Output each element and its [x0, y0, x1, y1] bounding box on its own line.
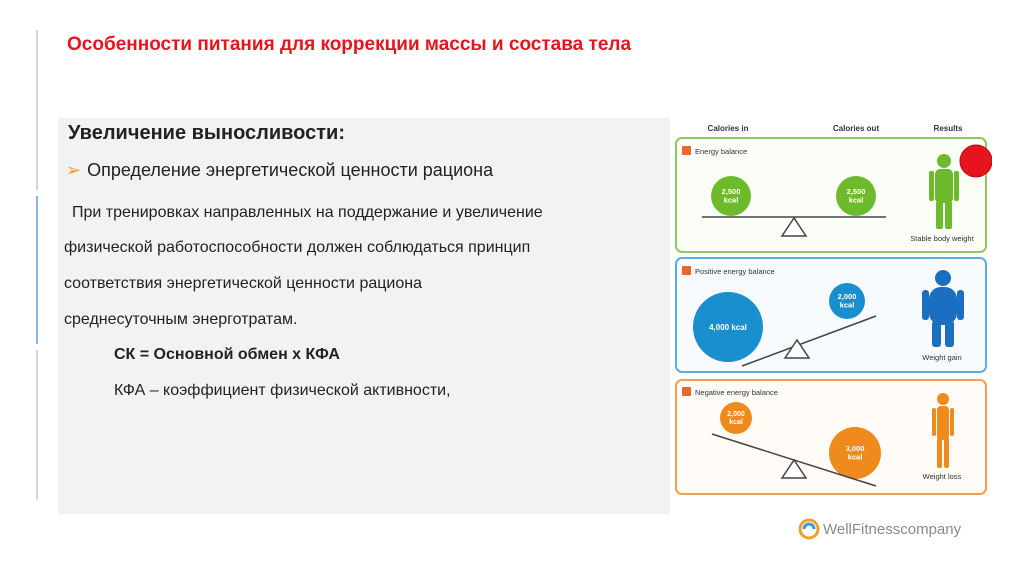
slide-title: Особенности питания для коррекции массы и состава тела	[67, 34, 632, 55]
calories-in-label: 2,000 kcal	[727, 411, 745, 427]
calories-in-label: 4,000 kcal	[709, 323, 747, 332]
section-heading: Увеличение выносливости:	[68, 122, 346, 144]
result-label: Weight loss	[922, 472, 962, 481]
brand-logo	[798, 518, 961, 540]
panel-energy-balance	[676, 138, 986, 252]
paragraph-line: соответствия энергетической ценности рациона	[64, 275, 422, 292]
calories-in-circle	[720, 402, 752, 434]
formula: СК = Основной обмен х КФА	[114, 346, 340, 363]
panel-badge-icon	[682, 387, 691, 396]
bullet-arrow-icon: ➢	[66, 160, 82, 180]
panel-title: Negative energy balance	[695, 388, 778, 397]
result-label: Stable body weight	[910, 234, 974, 243]
content-box	[58, 118, 670, 514]
header-calories-in: Calories in	[707, 124, 749, 133]
result-label: Weight gain	[922, 353, 962, 362]
panel-negative-balance	[676, 380, 986, 494]
paragraph-line: среднесуточным энерготратам.	[64, 311, 298, 328]
brand-logo-text: WellFitnesscompany	[823, 520, 962, 538]
calories-in-label: 2,500 kcal	[721, 187, 741, 205]
formula-note: КФА – коэффициент физической активности,	[114, 382, 451, 399]
header-results: Results	[933, 124, 963, 133]
panel-positive-balance	[676, 258, 986, 372]
header-calories-out: Calories out	[832, 124, 880, 133]
panel-title: Positive energy balance	[695, 267, 775, 276]
paragraph-line: физической работоспособности должен соблюдаться принцип	[64, 239, 531, 256]
panel-title: Energy balance	[695, 147, 748, 156]
bullet-item	[66, 160, 493, 181]
calories-out-label: 2,000 kcal	[837, 292, 857, 310]
panel-badge-icon	[682, 146, 691, 155]
left-rail-top	[36, 30, 38, 190]
calories-out-label: 2,500 kcal	[846, 187, 866, 205]
energy-balance-illustration	[670, 116, 992, 500]
left-rail-accent	[36, 196, 38, 344]
bullet-text: Определение энергетической ценности рациона	[87, 160, 494, 180]
paragraph-line: При тренировках направленных на поддержание и увеличение	[72, 204, 543, 221]
left-rail-bottom	[36, 350, 38, 500]
calories-out-label: 3,000 kcal	[845, 444, 865, 462]
panel-badge-icon	[682, 266, 691, 275]
brand-logo-icon	[798, 518, 820, 540]
energy-balance-svg	[670, 116, 992, 500]
red-marker-dot	[960, 145, 992, 177]
